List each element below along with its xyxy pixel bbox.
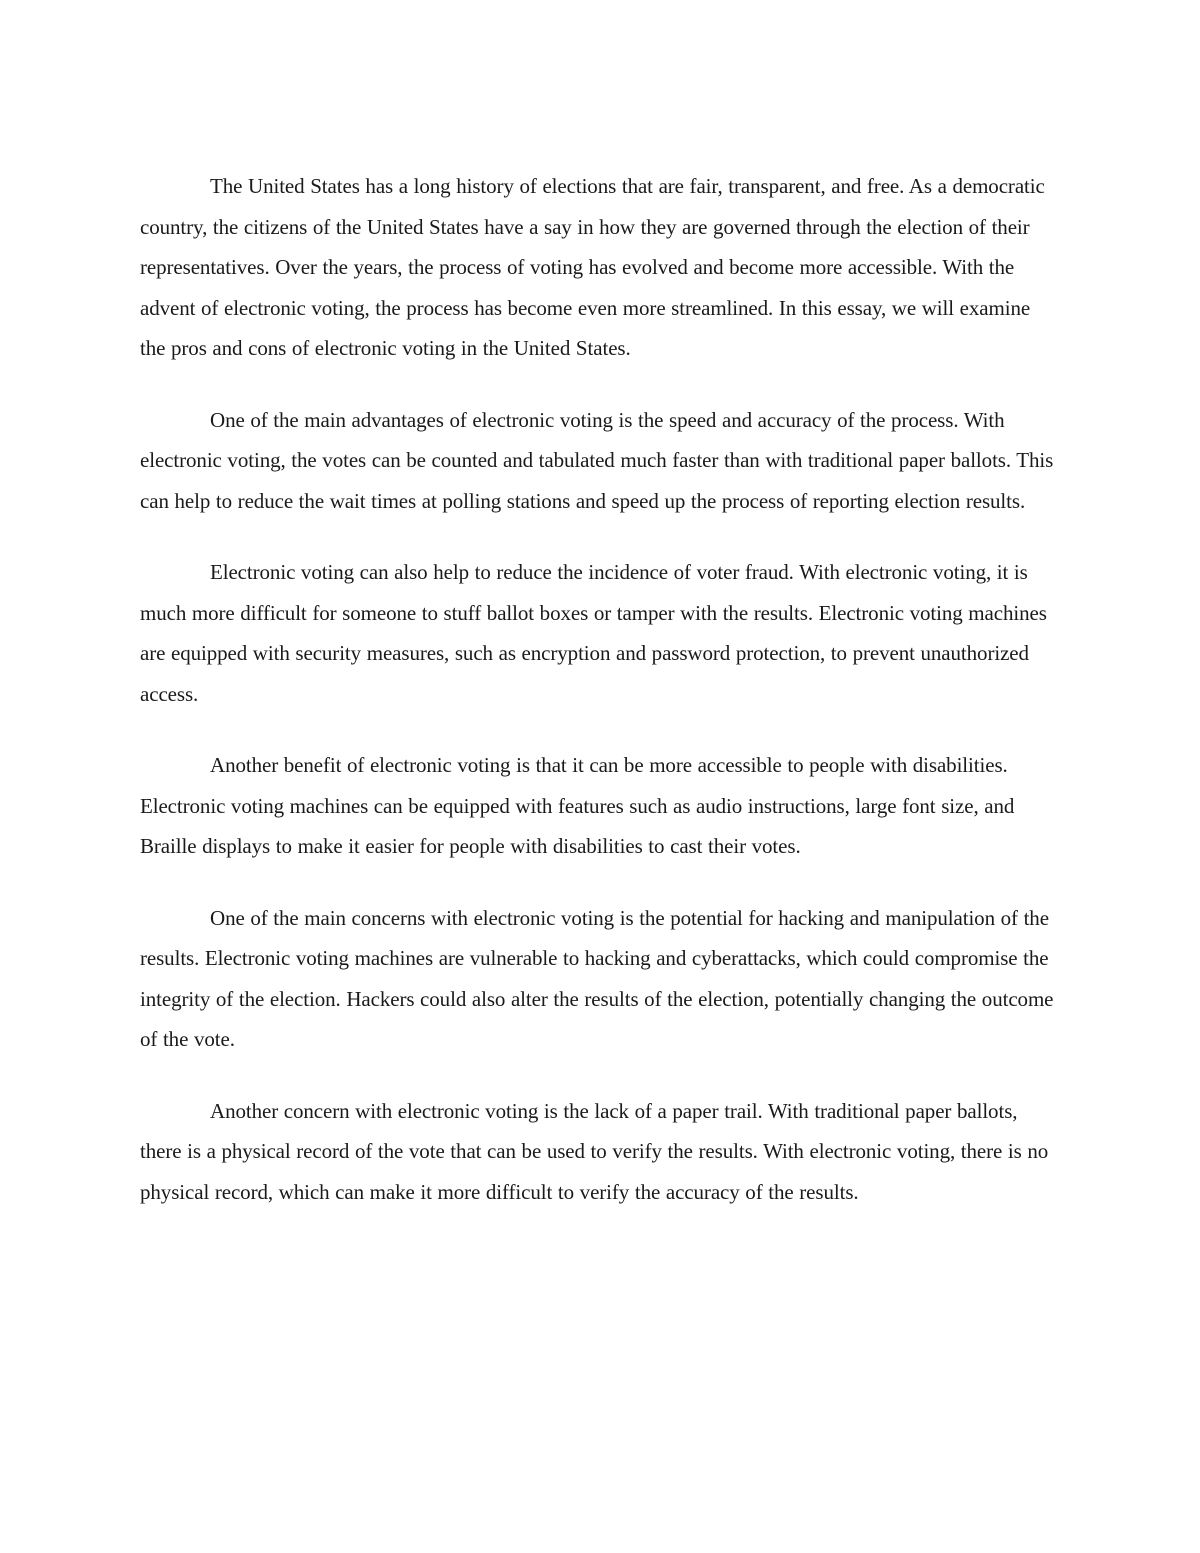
paragraph-intro: The United States has a long history of elections that are fair, transparent, and free. As a democratic country, the citizens of the United States have a say in how they are governed through the election of their representatives. Over the years, the process of voting has evolved and become more accessible. With the advent of electronic voting, the process has become even more streamlined. In this essay, we will examine the pros and cons of electronic voting in the United States. — [140, 174, 1045, 360]
paragraph-hacking: One of the main concerns with electronic voting is the potential for hacking and manipulation of the results. Electronic voting machines are vulnerable to hacking and cyberattacks, which could compromise the integrity of the election. Hackers could also alter the results of the election, potentially changing the outcome of the vote. — [140, 905, 1054, 1051]
paragraph-paper-trail: Another concern with electronic voting is the lack of a paper trail. With traditional paper ballots, there is a physical record of the vote that can be used to verify the results. With electronic voting, there is no physical record, which can make it more difficult to verify the accuracy of the results. — [140, 1098, 1049, 1204]
paragraph-voter-fraud: Electronic voting can also help to reduce the incidence of voter fraud. With electronic voting, it is much more difficult for someone to stuff ballot boxes or tamper with the results. Electronic voting machines are equipped with security measures, such as encryption and password protection, to prevent unauthorized access. — [140, 560, 1047, 706]
paragraph-accessibility: Another benefit of electronic voting is that it can be more accessible to people with disabilities. Electronic voting machines can be equipped with features such as audio instructions, large font size, and Braille displays to make it easier for people with disabilities to cast their votes. — [140, 753, 1015, 858]
paragraph-speed-accuracy: One of the main advantages of electronic voting is the speed and accuracy of the process. With electronic voting, the votes can be counted and tabulated much faster than with traditional paper ballots. This can help to reduce the wait times at polling stations and speed up the process of reporting election results. — [140, 407, 1054, 513]
document-body — [140, 166, 1060, 1212]
